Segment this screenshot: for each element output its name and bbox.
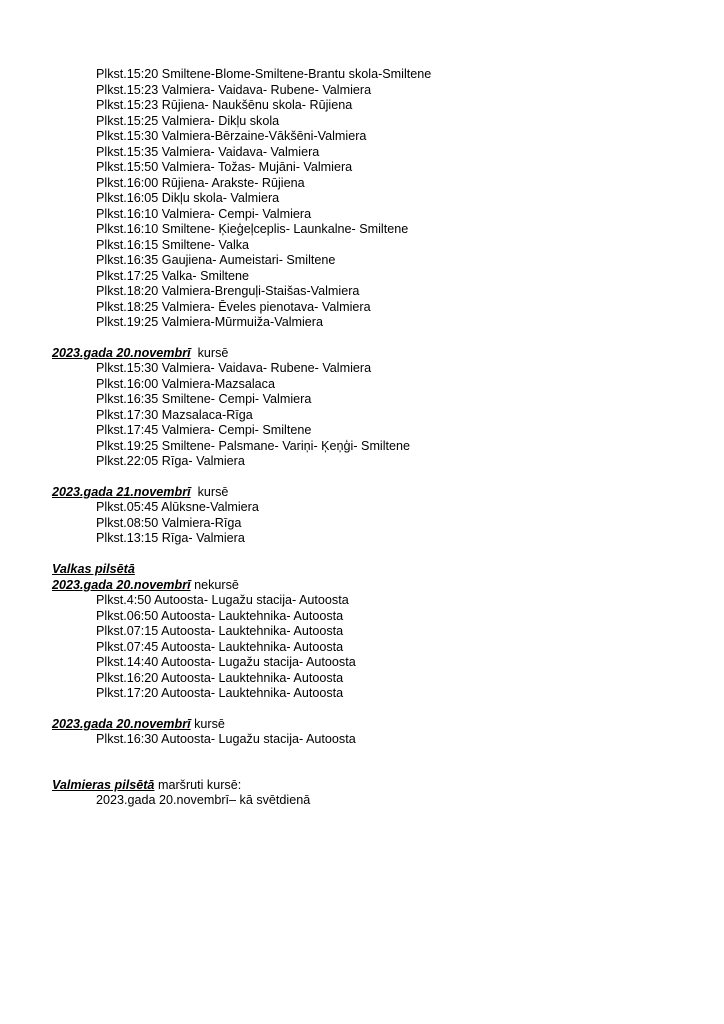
schedule-line: Plkst.15:30 Valmiera-Bērzaine-Vākšēni-Valmiera [96, 129, 367, 143]
schedule-line: Plkst.16:05 Dikļu skola- Valmiera [96, 191, 280, 205]
section-heading [52, 484, 228, 500]
schedule-line: Plkst.15:50 Valmiera- Tožas- Mujāni- Valmiera [96, 160, 353, 174]
schedule-line: Plkst.16:00 Valmiera-Mazsalaca [96, 377, 275, 391]
schedule-line: Plkst.08:50 Valmiera-Rīga [96, 516, 242, 530]
schedule-line: Plkst.15:35 Valmiera- Vaidava- Valmiera [96, 145, 320, 159]
schedule-line: Plkst.16:35 Smiltene- Cempi- Valmiera [96, 392, 312, 406]
schedule-line: Plkst.15:20 Smiltene-Blome-Smiltene-Brantu skola-Smiltene [96, 67, 432, 81]
heading-date: 2023.gada 20.novembrī [52, 578, 191, 592]
heading-suffix: nekursē [190, 578, 239, 592]
schedule-line: Plkst.05:45 Alūksne-Valmiera [96, 500, 259, 514]
schedule-line: Plkst.4:50 Autoosta- Lugažu stacija- Autoosta [96, 593, 349, 607]
city-title: Valmieras pilsētā [52, 778, 155, 792]
heading-suffix: maršruti kursē: [154, 778, 242, 792]
section-heading [52, 345, 228, 361]
schedule-line: Plkst.15:23 Valmiera- Vaidava- Rubene- Valmiera [96, 83, 372, 97]
schedule-line: Plkst.15:23 Rūjiena- Naukšēnu skola- Rūjiena [96, 98, 353, 112]
heading-suffix: kursē [190, 346, 229, 360]
heading-suffix: kursē [190, 717, 225, 731]
schedule-line: Plkst.19:25 Smiltene- Palsmane- Variņi- Ķeņģi- Smiltene [96, 439, 411, 453]
city-title: Valkas pilsētā [52, 562, 135, 576]
schedule-line: Plkst.16:35 Gaujiena- Aumeistari- Smiltene [96, 253, 336, 267]
schedule-line: Plkst.14:40 Autoosta- Lugažu stacija- Autoosta [96, 655, 356, 669]
schedule-line: Plkst.17:25 Valka- Smiltene [96, 269, 250, 283]
schedule-line: Plkst.07:15 Autoosta- Lauktehnika- Autoosta [96, 624, 344, 638]
heading-date: 2023.gada 20.novembrī [52, 346, 191, 360]
schedule-line: Plkst.07:45 Autoosta- Lauktehnika- Autoosta [96, 640, 344, 654]
schedule-line: Plkst.19:25 Valmiera-Mūrmuiža-Valmiera [96, 315, 323, 329]
heading-date: 2023.gada 20.novembrī [52, 717, 191, 731]
schedule-line: Plkst.15:30 Valmiera- Vaidava- Rubene- Valmiera [96, 361, 372, 375]
schedule-line: Plkst.16:10 Valmiera- Cempi- Valmiera [96, 207, 312, 221]
section-heading [52, 577, 239, 593]
schedule-line: Plkst.16:30 Autoosta- Lugažu stacija- Autoosta [96, 732, 356, 746]
schedule-line: Plkst.16:15 Smiltene- Valka [96, 238, 250, 252]
heading-suffix: kursē [190, 485, 229, 499]
schedule-line: Plkst.18:25 Valmiera- Ēveles pienotava- Valmiera [96, 300, 371, 314]
schedule-line: Plkst.17:30 Mazsalaca-Rīga [96, 408, 253, 422]
section-heading [52, 716, 225, 732]
schedule-line: Plkst.06:50 Autoosta- Lauktehnika- Autoosta [96, 609, 344, 623]
schedule-line: Plkst.17:45 Valmiera- Cempi- Smiltene [96, 423, 312, 437]
schedule-line: 2023.gada 20.novembrī– kā svētdienā [96, 793, 311, 807]
schedule-line: Plkst.17:20 Autoosta- Lauktehnika- Autoosta [96, 686, 344, 700]
schedule-line: Plkst.18:20 Valmiera-Brenguļi-Staišas-Valmiera [96, 284, 360, 298]
schedule-line: Plkst.22:05 Rīga- Valmiera [96, 454, 245, 468]
heading-date: 2023.gada 21.novembrī [52, 485, 191, 499]
schedule-line: Plkst.16:10 Smiltene- Ķieģeļceplis- Launkalne- Smiltene [96, 222, 409, 236]
section-title [52, 561, 135, 577]
section-heading [52, 777, 241, 793]
schedule-line: Plkst.15:25 Valmiera- Dikļu skola [96, 114, 280, 128]
schedule-line: Plkst.16:20 Autoosta- Lauktehnika- Autoosta [96, 671, 344, 685]
schedule-line: Plkst.16:00 Rūjiena- Arakste- Rūjiena [96, 176, 305, 190]
schedule-line: Plkst.13:15 Rīga- Valmiera [96, 531, 245, 545]
